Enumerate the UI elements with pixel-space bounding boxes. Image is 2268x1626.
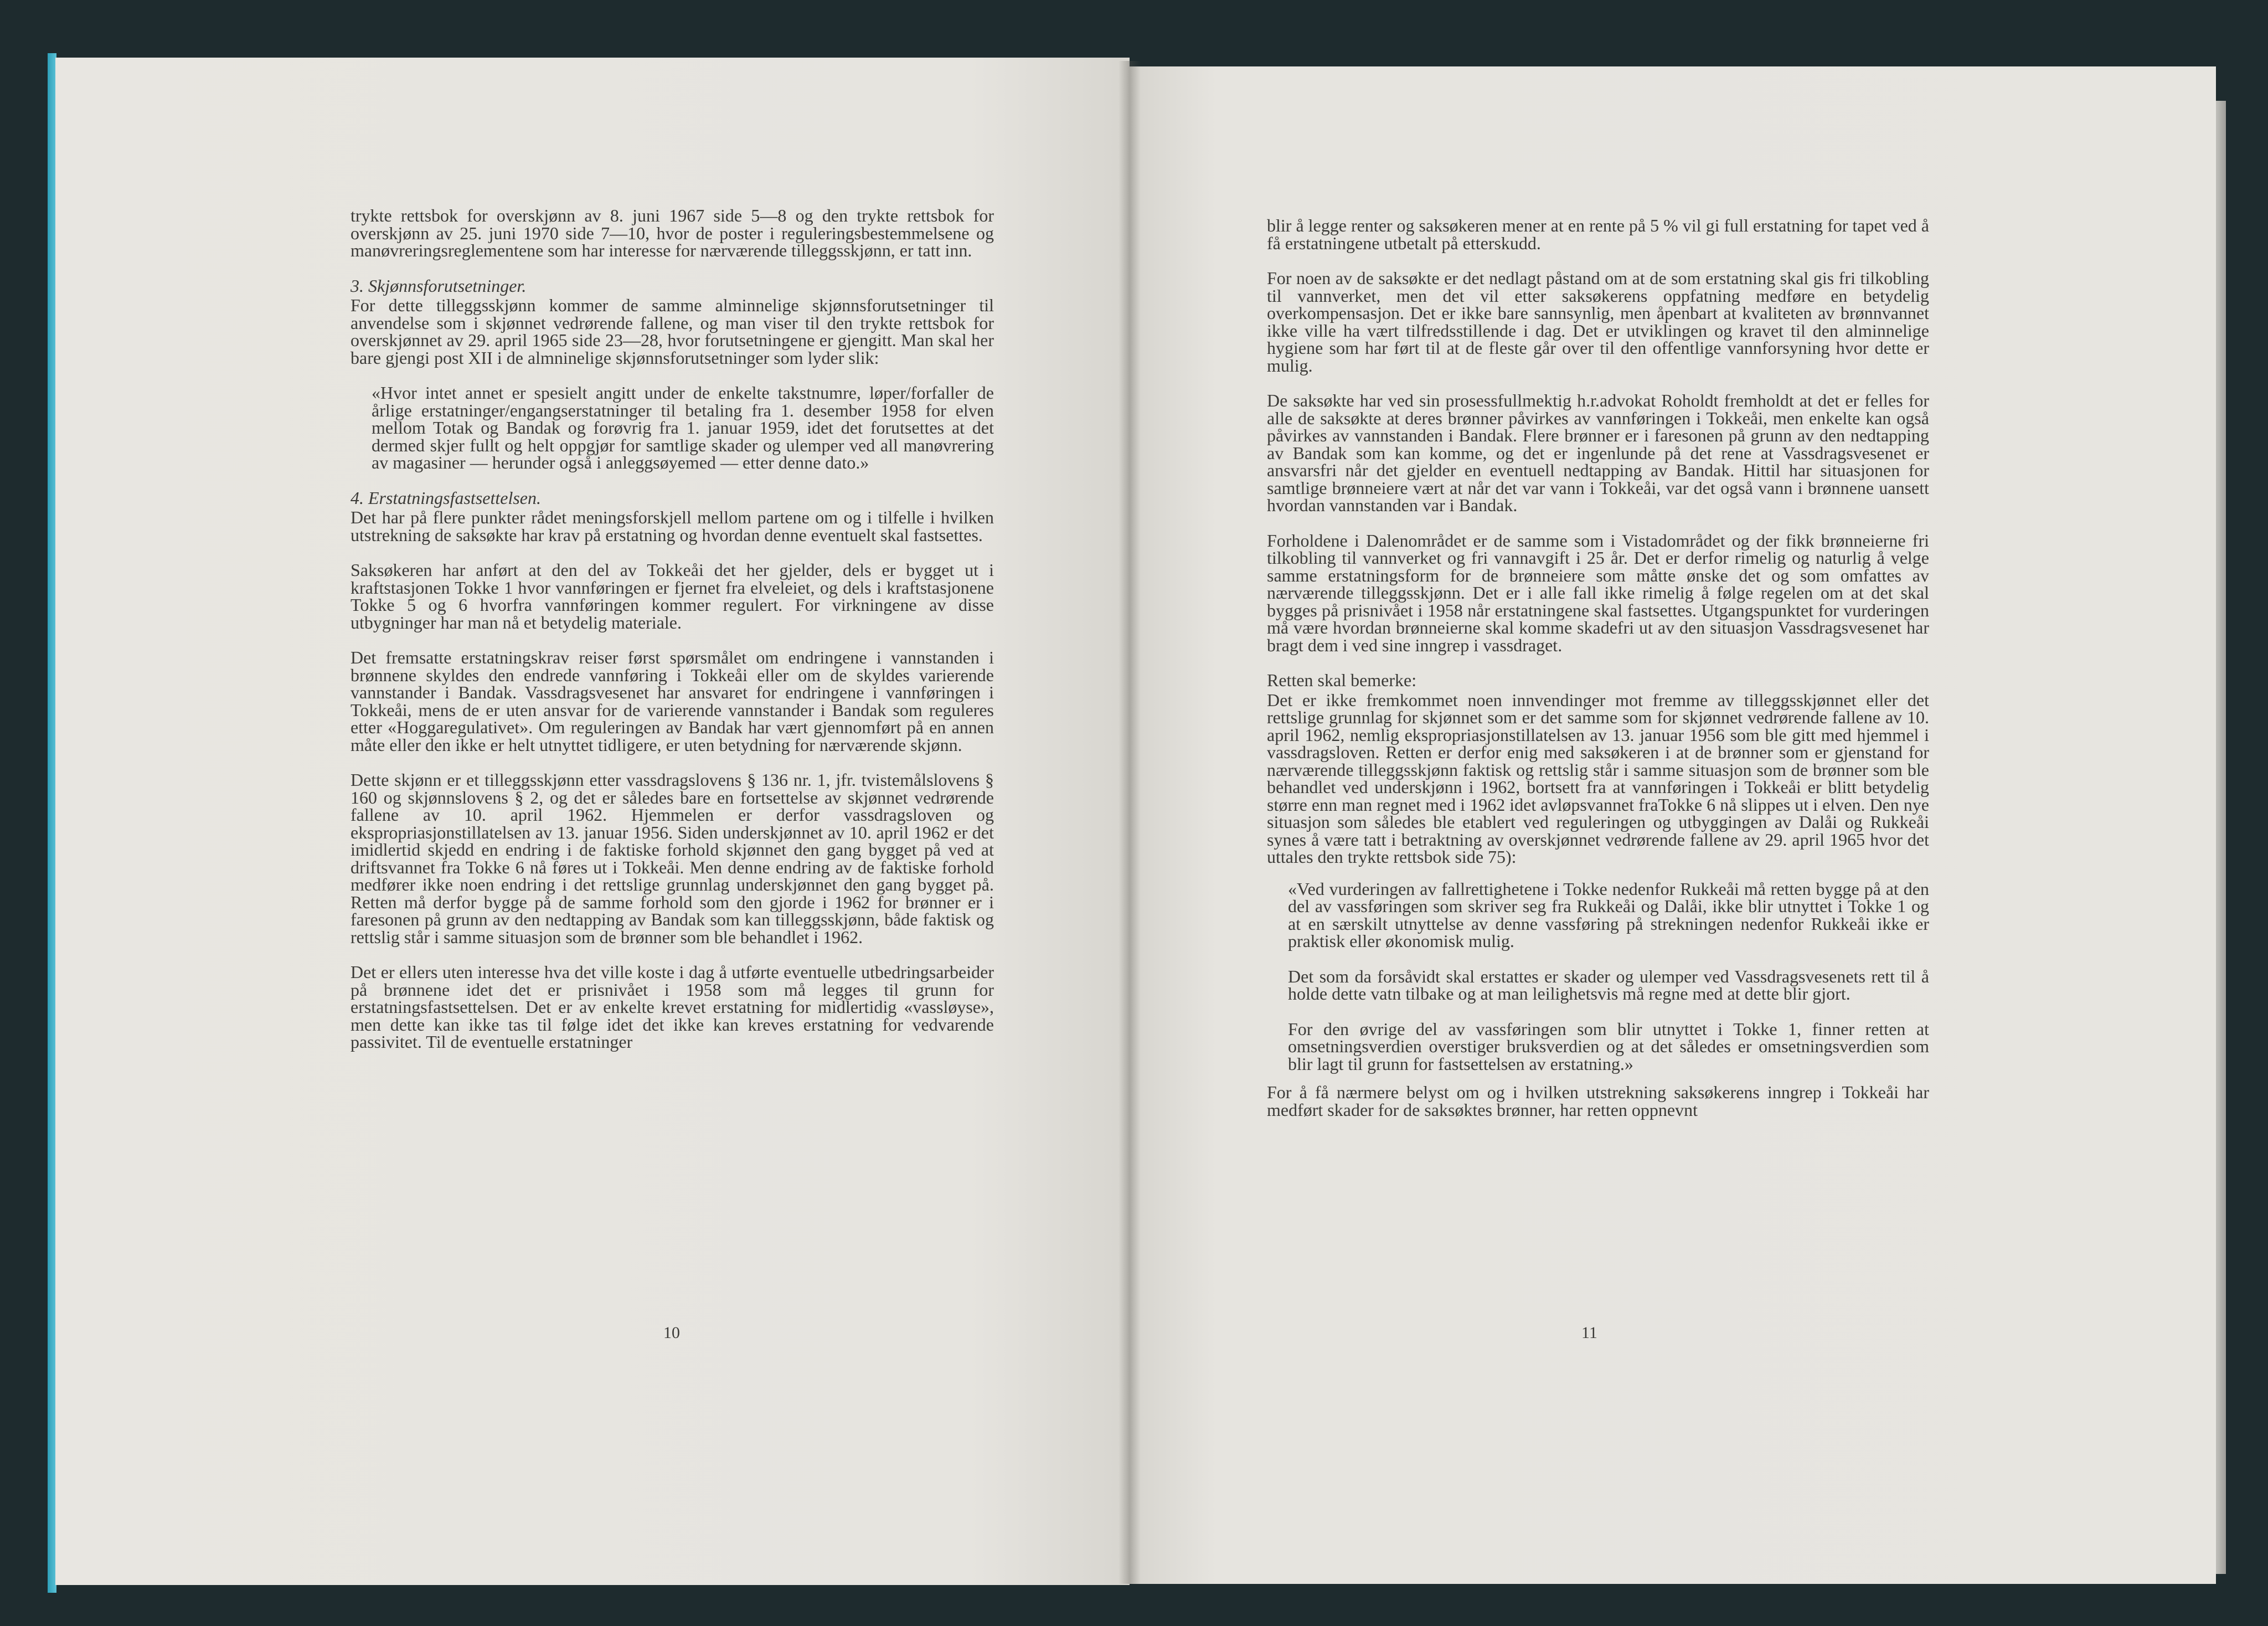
- paragraph: For dette tilleggsskjønn kommer de samme alminnelige skjønnsforutsetninger til anvendelse som i skjønnet vedrørende fallene, og man viser til den trykte rettsbok for overskjønnet av 29. april 1965 side 23—28, hvor forutsetningene er gjengitt. Man skal her bare gjengi post XII i de almninelige skjønnsforutsetninger som lyder slik:: [350, 295, 994, 368]
- paragraph: Det fremsatte erstatningskrav reiser først spørsmålet om endringene i vannstanden i brønnene skyldes den endrede vannføring i Tokkeåi eller om de skyldes varierende vannstander i Bandak. Vassdragsvesenet har ansvaret for endringene i vannføringen i Tokkeåi, mens de er uten ansvar for de varierende vannstander i Bandak som reguleres etter «Hoggaregulativet». Om reguleringen av Bandak har vært gjennomført på en annen måte eller den ikke er helt utnyttet tidligere, er uten betydning for nærværende skjønn.: [350, 647, 994, 755]
- block-quote: Det som da forsåvidt skal erstattes er skader og ulemper ved Vassdragsvesenets rett til å holde dette vatn tilbake og at man leilighetsvis må regne med at dette blir gjort.: [1288, 966, 1929, 1004]
- section-heading-3: 3. Skjønnsforutsetninger.: [350, 275, 527, 296]
- paragraph: Det har på flere punkter rådet meningsforskjell mellom partene om og i tilfelle i hvilken utstrekning de saksøkte har krav på erstatning og hvordan denne eventuelt skal fastsettes.: [350, 507, 994, 545]
- block-quote: For den øvrige del av vassføringen som blir utnyttet i Tokke 1, finner retten at omsetningsverdien overstiger bruksverdien og at det således er omsetningsverdien som blir lagt til grunn for fastsettelsen av erstatning.»: [1288, 1018, 1929, 1074]
- paragraph: blir å legge renter og saksøkeren mener at en rente på 5 % vil gi full erstatning for tapet ved å få erstatningene utbetalt på etterskudd.: [1267, 215, 1929, 253]
- page-number: 11: [1581, 1324, 1597, 1342]
- paragraph: Forholdene i Dalenområdet er de samme som i Vistadområdet og der fikk brønneierne fri tilkobling til vannverket og fri vannavgift i 25 år. Det er derfor rimelig og naturlig å velge samme erstatningsform for de brønneiere som måtte ønske det og som omfattes av nærværende tilleggsskjønn. Det er i alle fall ikke rimelig å følge regelen om at det skal bygges på prisnivået i 1958 når erstatningene skal fastsettes. Utgangspunktet for vurderingen må være hvordan brønneierne skal komme skadefri ut av den situasjon Vassdragsvesenet har bragt dem i ved sine inngrep i vassdraget.: [1267, 530, 1929, 655]
- paragraph: For å få nærmere belyst om og i hvilken utstrekning saksøkerens inngrep i Tokkeåi har medført skader for de saksøktes brønner, har retten oppnevnt: [1267, 1082, 1929, 1120]
- paragraph: Det er ikke fremkommet noen innvendinger mot fremme av tilleggsskjønnet eller det rettslige grunnlag for skjønnet som er det samme som for skjønnet vedrørende fallene av 10. april 1962, nemlig ekspropriasjonstillatelsen av 13. januar 1956 som ble gitt med hjemmel i vassdragsloven. Retten er derfor enig med saksøkeren i at de brønner som er gjenstand for nærværende tilleggsskjønn faktisk og rettslig står i samme situasjon som de brønner som ble behandlet ved underskjønn i 1962, bortsett fra at vannføringen i Tokkeåi er blitt betydelig større enn man regnet med i 1962 idet avløpsvannet fraTokke 6 nå slippes ut i elven. Den nye situasjon som således ble etablert ved reguleringen og utbyggingen av Dalåi og Rukkeåi synes å være tatt i betraktning av overskjønnet vedrørende fallene av 29. april 1965 hvor det uttales den trykte rettsbok side 75):: [1267, 689, 1929, 867]
- right-page-text: [1267, 217, 1929, 1136]
- paragraph: Dette skjønn er et tilleggsskjønn etter vassdragslovens § 136 nr. 1, jfr. tvistemålslovens § 160 og skjønnslovens § 2, og det er således bare en fortsettelse av skjønnet vedrørende fallene av 10. april 1962. Hjemmelen er derfor vassdragsloven og ekspropriasjonstillatelsen av 13. januar 1956. Siden underskjønnet av 10. april 1962 er det imidlertid skjedd en endring i de faktiske forhold skjønnet den gang bygget på ved at driftsvannet fra Tokke 6 nå føres ut i Tokkeåi. Men denne endring av de faktiske forhold medfører ikke noen endring i det rettslige grunnlag underskjønnet den gang bygget på. Retten må derfor bygge på de samme forhold som den gjorde i 1962 for brønner er i faresonen på grunn av den nedtapping av Bandak som kan tilleggsskjønn, både faktisk og rettslig står i samme situasjon som de brønner som ble behandlet i 1962.: [350, 770, 994, 947]
- left-page-text: [350, 207, 994, 1069]
- remark-heading: Retten skal bemerke:: [1267, 670, 1417, 690]
- section-heading-4: 4. Erstatningsfastsettelsen.: [350, 487, 541, 508]
- page-number: 10: [663, 1324, 680, 1342]
- block-quote: «Hvor intet annet er spesielt angitt under de enkelte takstnumre, løper/forfaller de årlige erstatninger/engangserstatninger til betaling fra 1. desember 1958 for elven mellom Totak og Bandak og forøvrig fra 1. januar 1959, idet det forutsettes at det dermed skjer fullt og helt oppgjør for samtlige skader og ulemper ved all manøvrering av magasiner — herunder også i anleggsøyemed — etter denne dato.»: [372, 383, 994, 472]
- paragraph: De saksøkte har ved sin prosessfullmektig h.r.advokat Roholdt fremholdt at det er felles for alle de saksøkte at deres brønner påvirkes av vannføringen i Tokkeåi, men enkelte kan også påvirkes av vannstanden i Bandak. Flere brønner er i faresonen på grunn av den nedtapping av Bandak som kan komme, og det er ingenlunde på det rene at Vassdragsvesenet er ansvarsfri når det gjelder en eventuell nedtapping av Bandak. Hittil har situasjonen for samtlige brønneiere vært at når det var vann i Tokkeåi, var det også vann i brønnene uansett hvordan vannstanden var i Bandak.: [1267, 390, 1929, 515]
- book-gutter: [1118, 61, 1141, 1584]
- paragraph: For noen av de saksøkte er det nedlagt påstand om at de som erstatning skal gis fri tilkobling til vannverket, men det vil etter saksøkerens oppfatning medføre en betydelig overkompensasjon. Det er ikke bare sannsynlig, men åpenbart at kvaliteten av brønnvannet ikke ville ha vært tilfredsstillende i dag. Det er utviklingen og kravet til den alminnelige hygiene som har ført til at de fleste går over til den offentlige vannforsyning hvor dette er mulig.: [1267, 268, 1929, 375]
- paragraph: Det er ellers uten interesse hva det ville koste i dag å utførte eventuelle utbedringsarbeider på brønnene idet det er prisnivået i 1958 som må legges til grunn for erstatningsfastsettelsen. Det er av enkelte krevet erstatning for midlertidig «vassløyse», men dette kan ikke tas til følge idet det ikke kan kreves erstatning for vedvarende passivitet. Til de eventuelle erstatninger: [350, 962, 994, 1052]
- paragraph: trykte rettsbok for overskjønn av 8. juni 1967 side 5—8 og den trykte rettsbok for overskjønn av 25. juni 1970 side 7—10, hvor de poster i reguleringsbestemmelsene og manøvreringsreglementene som har interesse for nærværende tilleggsskjønn, er tatt inn.: [350, 205, 994, 260]
- paragraph: Saksøkeren har anført at den del av Tokkeåi det her gjelder, dels er bygget ut i kraftstasjonen Tokke 1 hvor vannføringen er fjernet fra elveleiet, og dels i kraftstasjonene Tokke 5 og 6 hvorfra vannføringen kommer regulert. For virkningene av disse utbygninger har man nå et betydelig materiale.: [350, 560, 994, 632]
- block-quote: «Ved vurderingen av fallrettighetene i Tokke nedenfor Rukkeåi må retten bygge på at den del av vassføringen som skriver seg fra Rukkeåi og Dalåi, ikke blir utnyttet i Tokke 1 og at en særskilt utnyttelse av denne vassføring på strekningen nedenfor Rukkeåi ikke er praktisk eller økonomisk mulig.: [1288, 878, 1929, 951]
